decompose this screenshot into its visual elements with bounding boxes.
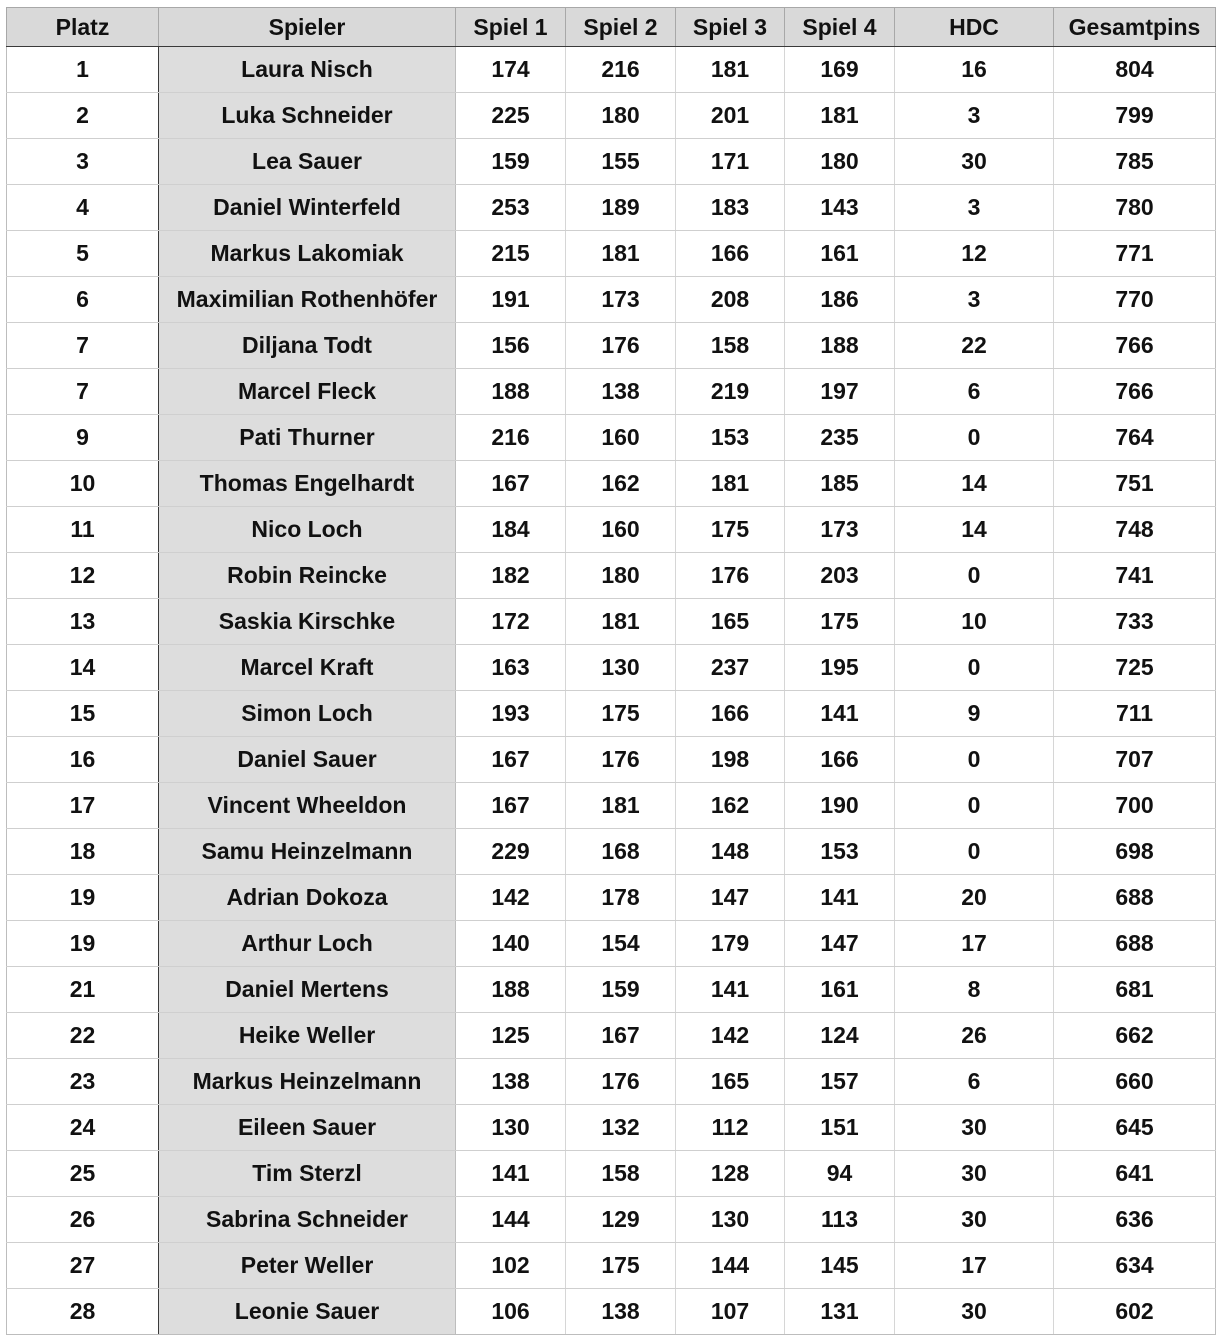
platz-cell: 24 [7, 1105, 159, 1151]
spiel-4-cell: 143 [785, 185, 895, 231]
spiel-2-cell: 176 [566, 1059, 676, 1105]
gesamtpins-cell: 780 [1054, 185, 1216, 231]
table-row[interactable] [7, 93, 1216, 139]
spiel-4-cell: 203 [785, 553, 895, 599]
spiel-3-cell: 147 [676, 875, 785, 921]
table-row[interactable] [7, 369, 1216, 415]
table-row[interactable] [7, 185, 1216, 231]
spieler-cell: Pati Thurner [159, 415, 456, 461]
spiel-3-cell: 165 [676, 599, 785, 645]
table-row[interactable] [7, 139, 1216, 185]
header-spiel-3[interactable]: Spiel 3 [676, 8, 785, 47]
gesamtpins-cell: 602 [1054, 1289, 1216, 1335]
platz-cell: 16 [7, 737, 159, 783]
hdc-cell: 3 [895, 93, 1054, 139]
gesamtpins-cell: 688 [1054, 921, 1216, 967]
results-table [6, 7, 1216, 1335]
spiel-4-cell: 188 [785, 323, 895, 369]
hdc-cell: 17 [895, 921, 1054, 967]
spiel-3-cell: 130 [676, 1197, 785, 1243]
platz-cell: 5 [7, 231, 159, 277]
spiel-2-cell: 178 [566, 875, 676, 921]
hdc-cell: 0 [895, 415, 1054, 461]
platz-cell: 7 [7, 369, 159, 415]
table-row[interactable] [7, 921, 1216, 967]
table-row[interactable] [7, 829, 1216, 875]
platz-cell: 2 [7, 93, 159, 139]
header-spiel-2[interactable]: Spiel 2 [566, 8, 676, 47]
spiel-3-cell: 158 [676, 323, 785, 369]
spiel-2-cell: 175 [566, 691, 676, 737]
spiel-1-cell: 167 [456, 737, 566, 783]
spieler-cell: Tim Sterzl [159, 1151, 456, 1197]
gesamtpins-cell: 698 [1054, 829, 1216, 875]
spiel-1-cell: 167 [456, 461, 566, 507]
spiel-1-cell: 215 [456, 231, 566, 277]
platz-cell: 21 [7, 967, 159, 1013]
table-row[interactable] [7, 415, 1216, 461]
spiel-4-cell: 186 [785, 277, 895, 323]
hdc-cell: 17 [895, 1243, 1054, 1289]
spiel-3-cell: 171 [676, 139, 785, 185]
gesamtpins-cell: 771 [1054, 231, 1216, 277]
hdc-cell: 0 [895, 783, 1054, 829]
platz-cell: 11 [7, 507, 159, 553]
hdc-cell: 8 [895, 967, 1054, 1013]
table-row[interactable] [7, 967, 1216, 1013]
table-row[interactable] [7, 875, 1216, 921]
table-row[interactable] [7, 599, 1216, 645]
platz-cell: 1 [7, 47, 159, 93]
spiel-2-cell: 130 [566, 645, 676, 691]
spiel-3-cell: 153 [676, 415, 785, 461]
spiel-2-cell: 158 [566, 1151, 676, 1197]
spieler-cell: Markus Lakomiak [159, 231, 456, 277]
spiel-1-cell: 144 [456, 1197, 566, 1243]
spiel-3-cell: 166 [676, 231, 785, 277]
spiel-1-cell: 141 [456, 1151, 566, 1197]
spiel-4-cell: 141 [785, 875, 895, 921]
hdc-cell: 30 [895, 1197, 1054, 1243]
spiel-1-cell: 229 [456, 829, 566, 875]
spiel-1-cell: 140 [456, 921, 566, 967]
spiel-1-cell: 188 [456, 967, 566, 1013]
spiel-2-cell: 167 [566, 1013, 676, 1059]
spiel-4-cell: 180 [785, 139, 895, 185]
table-row[interactable] [7, 47, 1216, 93]
hdc-cell: 30 [895, 139, 1054, 185]
hdc-cell: 3 [895, 277, 1054, 323]
spiel-4-cell: 145 [785, 1243, 895, 1289]
spiel-3-cell: 141 [676, 967, 785, 1013]
spiel-3-cell: 219 [676, 369, 785, 415]
spiel-4-cell: 151 [785, 1105, 895, 1151]
hdc-cell: 0 [895, 553, 1054, 599]
hdc-cell: 0 [895, 737, 1054, 783]
spiel-3-cell: 208 [676, 277, 785, 323]
spiel-4-cell: 161 [785, 967, 895, 1013]
table-row[interactable] [7, 231, 1216, 277]
hdc-cell: 30 [895, 1289, 1054, 1335]
header-gesamtpins[interactable]: Gesamtpins [1054, 8, 1216, 47]
gesamtpins-cell: 688 [1054, 875, 1216, 921]
table-row[interactable] [7, 323, 1216, 369]
platz-cell: 28 [7, 1289, 159, 1335]
hdc-cell: 9 [895, 691, 1054, 737]
results-table-container [6, 7, 1215, 1335]
spiel-2-cell: 132 [566, 1105, 676, 1151]
table-body [7, 47, 1216, 1335]
gesamtpins-cell: 748 [1054, 507, 1216, 553]
spiel-1-cell: 159 [456, 139, 566, 185]
spieler-cell: Adrian Dokoza [159, 875, 456, 921]
spiel-1-cell: 182 [456, 553, 566, 599]
gesamtpins-cell: 707 [1054, 737, 1216, 783]
hdc-cell: 12 [895, 231, 1054, 277]
gesamtpins-cell: 641 [1054, 1151, 1216, 1197]
spieler-cell: Sabrina Schneider [159, 1197, 456, 1243]
table-row[interactable] [7, 691, 1216, 737]
spiel-1-cell: 216 [456, 415, 566, 461]
spiel-1-cell: 106 [456, 1289, 566, 1335]
spieler-cell: Simon Loch [159, 691, 456, 737]
spiel-2-cell: 181 [566, 231, 676, 277]
spiel-3-cell: 128 [676, 1151, 785, 1197]
spiel-4-cell: 235 [785, 415, 895, 461]
spiel-1-cell: 142 [456, 875, 566, 921]
spiel-3-cell: 112 [676, 1105, 785, 1151]
platz-cell: 17 [7, 783, 159, 829]
platz-cell: 23 [7, 1059, 159, 1105]
spiel-3-cell: 165 [676, 1059, 785, 1105]
spiel-4-cell: 161 [785, 231, 895, 277]
spiel-2-cell: 159 [566, 967, 676, 1013]
hdc-cell: 14 [895, 507, 1054, 553]
header-platz[interactable]: Platz [7, 8, 159, 47]
spieler-cell: Robin Reincke [159, 553, 456, 599]
spiel-1-cell: 172 [456, 599, 566, 645]
gesamtpins-cell: 766 [1054, 323, 1216, 369]
gesamtpins-cell: 764 [1054, 415, 1216, 461]
spiel-4-cell: 113 [785, 1197, 895, 1243]
platz-cell: 26 [7, 1197, 159, 1243]
spieler-cell: Diljana Todt [159, 323, 456, 369]
platz-cell: 18 [7, 829, 159, 875]
hdc-cell: 30 [895, 1151, 1054, 1197]
spieler-cell: Daniel Winterfeld [159, 185, 456, 231]
spiel-3-cell: 175 [676, 507, 785, 553]
platz-cell: 7 [7, 323, 159, 369]
gesamtpins-cell: 785 [1054, 139, 1216, 185]
spiel-3-cell: 142 [676, 1013, 785, 1059]
spiel-2-cell: 138 [566, 1289, 676, 1335]
spiel-2-cell: 173 [566, 277, 676, 323]
table-row[interactable] [7, 507, 1216, 553]
spieler-cell: Samu Heinzelmann [159, 829, 456, 875]
spiel-2-cell: 154 [566, 921, 676, 967]
hdc-cell: 3 [895, 185, 1054, 231]
spiel-2-cell: 160 [566, 507, 676, 553]
spiel-1-cell: 125 [456, 1013, 566, 1059]
spiel-1-cell: 174 [456, 47, 566, 93]
spiel-2-cell: 155 [566, 139, 676, 185]
table-row[interactable] [7, 461, 1216, 507]
spiel-3-cell: 162 [676, 783, 785, 829]
spieler-cell: Leonie Sauer [159, 1289, 456, 1335]
hdc-cell: 0 [895, 645, 1054, 691]
gesamtpins-cell: 700 [1054, 783, 1216, 829]
gesamtpins-cell: 636 [1054, 1197, 1216, 1243]
gesamtpins-cell: 770 [1054, 277, 1216, 323]
spieler-cell: Daniel Mertens [159, 967, 456, 1013]
spiel-4-cell: 169 [785, 47, 895, 93]
spiel-3-cell: 237 [676, 645, 785, 691]
spieler-cell: Maximilian Rothenhöfer [159, 277, 456, 323]
spiel-3-cell: 166 [676, 691, 785, 737]
spiel-2-cell: 180 [566, 553, 676, 599]
spiel-2-cell: 216 [566, 47, 676, 93]
hdc-cell: 16 [895, 47, 1054, 93]
gesamtpins-cell: 681 [1054, 967, 1216, 1013]
spiel-3-cell: 148 [676, 829, 785, 875]
header-spieler[interactable]: Spieler [159, 8, 456, 47]
spiel-3-cell: 107 [676, 1289, 785, 1335]
hdc-cell: 30 [895, 1105, 1054, 1151]
platz-cell: 22 [7, 1013, 159, 1059]
spiel-4-cell: 166 [785, 737, 895, 783]
spieler-cell: Nico Loch [159, 507, 456, 553]
spiel-1-cell: 184 [456, 507, 566, 553]
spiel-2-cell: 181 [566, 599, 676, 645]
spiel-2-cell: 129 [566, 1197, 676, 1243]
spieler-cell: Vincent Wheeldon [159, 783, 456, 829]
spiel-2-cell: 175 [566, 1243, 676, 1289]
spiel-2-cell: 162 [566, 461, 676, 507]
spiel-1-cell: 188 [456, 369, 566, 415]
table-row[interactable] [7, 1151, 1216, 1197]
spiel-3-cell: 176 [676, 553, 785, 599]
table-row[interactable] [7, 1013, 1216, 1059]
spieler-cell: Marcel Fleck [159, 369, 456, 415]
spieler-cell: Luka Schneider [159, 93, 456, 139]
spiel-1-cell: 138 [456, 1059, 566, 1105]
table-row[interactable] [7, 1289, 1216, 1335]
hdc-cell: 22 [895, 323, 1054, 369]
hdc-cell: 6 [895, 1059, 1054, 1105]
spiel-4-cell: 197 [785, 369, 895, 415]
spiel-4-cell: 94 [785, 1151, 895, 1197]
gesamtpins-cell: 725 [1054, 645, 1216, 691]
gesamtpins-cell: 634 [1054, 1243, 1216, 1289]
spiel-4-cell: 141 [785, 691, 895, 737]
platz-cell: 12 [7, 553, 159, 599]
table-row[interactable] [7, 1059, 1216, 1105]
spiel-4-cell: 173 [785, 507, 895, 553]
hdc-cell: 14 [895, 461, 1054, 507]
spiel-2-cell: 176 [566, 737, 676, 783]
spiel-2-cell: 160 [566, 415, 676, 461]
platz-cell: 10 [7, 461, 159, 507]
table-row[interactable] [7, 1243, 1216, 1289]
spieler-cell: Heike Weller [159, 1013, 456, 1059]
platz-cell: 19 [7, 875, 159, 921]
spiel-4-cell: 175 [785, 599, 895, 645]
spieler-cell: Thomas Engelhardt [159, 461, 456, 507]
gesamtpins-cell: 662 [1054, 1013, 1216, 1059]
spiel-1-cell: 225 [456, 93, 566, 139]
header-hdc[interactable]: HDC [895, 8, 1054, 47]
gesamtpins-cell: 804 [1054, 47, 1216, 93]
spieler-cell: Daniel Sauer [159, 737, 456, 783]
spiel-1-cell: 156 [456, 323, 566, 369]
spiel-3-cell: 179 [676, 921, 785, 967]
table-row[interactable] [7, 645, 1216, 691]
spieler-cell: Markus Heinzelmann [159, 1059, 456, 1105]
platz-cell: 19 [7, 921, 159, 967]
spieler-cell: Saskia Kirschke [159, 599, 456, 645]
table-row[interactable] [7, 1197, 1216, 1243]
spieler-cell: Lea Sauer [159, 139, 456, 185]
header-spiel-4[interactable]: Spiel 4 [785, 8, 895, 47]
hdc-cell: 20 [895, 875, 1054, 921]
table-row[interactable] [7, 737, 1216, 783]
spieler-cell: Laura Nisch [159, 47, 456, 93]
gesamtpins-cell: 766 [1054, 369, 1216, 415]
spiel-2-cell: 180 [566, 93, 676, 139]
platz-cell: 15 [7, 691, 159, 737]
platz-cell: 13 [7, 599, 159, 645]
spiel-3-cell: 181 [676, 461, 785, 507]
gesamtpins-cell: 645 [1054, 1105, 1216, 1151]
spiel-1-cell: 130 [456, 1105, 566, 1151]
platz-cell: 4 [7, 185, 159, 231]
spiel-1-cell: 193 [456, 691, 566, 737]
spiel-2-cell: 189 [566, 185, 676, 231]
gesamtpins-cell: 741 [1054, 553, 1216, 599]
spiel-4-cell: 147 [785, 921, 895, 967]
spiel-4-cell: 181 [785, 93, 895, 139]
spiel-4-cell: 157 [785, 1059, 895, 1105]
hdc-cell: 10 [895, 599, 1054, 645]
spiel-1-cell: 253 [456, 185, 566, 231]
platz-cell: 14 [7, 645, 159, 691]
hdc-cell: 6 [895, 369, 1054, 415]
hdc-cell: 26 [895, 1013, 1054, 1059]
platz-cell: 6 [7, 277, 159, 323]
spieler-cell: Marcel Kraft [159, 645, 456, 691]
platz-cell: 9 [7, 415, 159, 461]
gesamtpins-cell: 751 [1054, 461, 1216, 507]
hdc-cell: 0 [895, 829, 1054, 875]
spiel-4-cell: 124 [785, 1013, 895, 1059]
table-header [7, 8, 1216, 47]
spiel-4-cell: 153 [785, 829, 895, 875]
spiel-1-cell: 102 [456, 1243, 566, 1289]
table-row[interactable] [7, 783, 1216, 829]
spieler-cell: Arthur Loch [159, 921, 456, 967]
platz-cell: 25 [7, 1151, 159, 1197]
spiel-1-cell: 163 [456, 645, 566, 691]
spiel-2-cell: 168 [566, 829, 676, 875]
table-row[interactable] [7, 277, 1216, 323]
table-row[interactable] [7, 1105, 1216, 1151]
table-row[interactable] [7, 553, 1216, 599]
spiel-4-cell: 185 [785, 461, 895, 507]
header-row [7, 8, 1216, 47]
spiel-4-cell: 195 [785, 645, 895, 691]
spiel-4-cell: 131 [785, 1289, 895, 1335]
spiel-1-cell: 167 [456, 783, 566, 829]
spiel-2-cell: 176 [566, 323, 676, 369]
spieler-cell: Eileen Sauer [159, 1105, 456, 1151]
spiel-1-cell: 191 [456, 277, 566, 323]
spiel-3-cell: 144 [676, 1243, 785, 1289]
spiel-3-cell: 198 [676, 737, 785, 783]
platz-cell: 3 [7, 139, 159, 185]
gesamtpins-cell: 711 [1054, 691, 1216, 737]
platz-cell: 27 [7, 1243, 159, 1289]
spiel-2-cell: 138 [566, 369, 676, 415]
gesamtpins-cell: 660 [1054, 1059, 1216, 1105]
spiel-3-cell: 183 [676, 185, 785, 231]
spiel-3-cell: 181 [676, 47, 785, 93]
spiel-3-cell: 201 [676, 93, 785, 139]
spiel-4-cell: 190 [785, 783, 895, 829]
gesamtpins-cell: 733 [1054, 599, 1216, 645]
spiel-2-cell: 181 [566, 783, 676, 829]
gesamtpins-cell: 799 [1054, 93, 1216, 139]
header-spiel-1[interactable]: Spiel 1 [456, 8, 566, 47]
spieler-cell: Peter Weller [159, 1243, 456, 1289]
